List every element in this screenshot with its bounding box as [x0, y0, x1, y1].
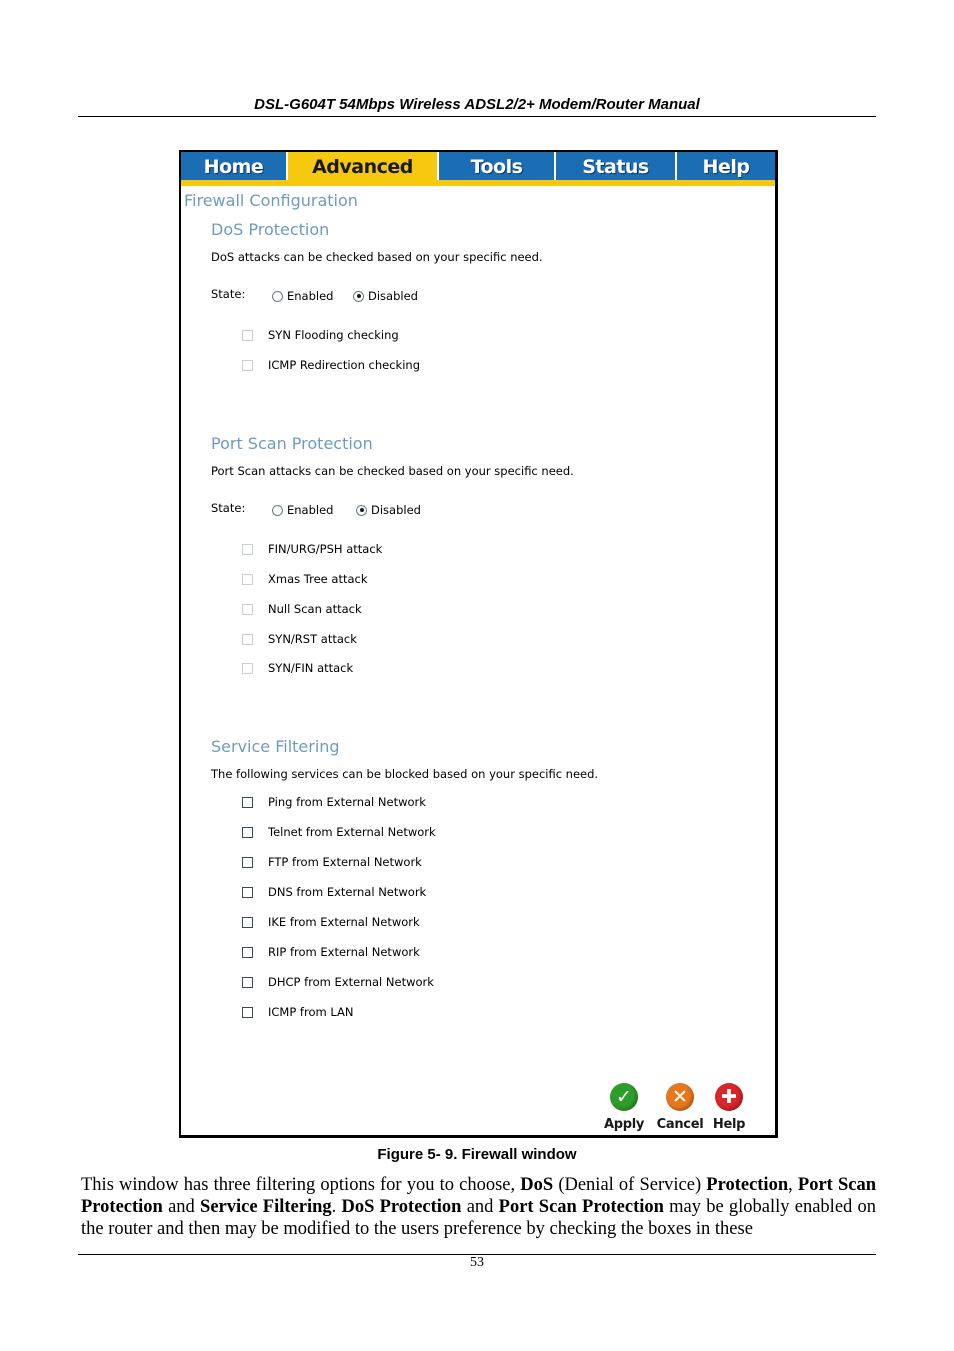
portscan-section-title: Port Scan Protection — [211, 434, 373, 453]
check-label: FTP from External Network — [268, 855, 422, 869]
check-label: SYN/FIN attack — [268, 661, 354, 675]
body-bold-run: Service Filtering — [200, 1197, 332, 1217]
document-header: DSL-G604T 54Mbps Wireless ADSL2/2+ Modem/Router Manual — [254, 96, 700, 113]
body-bold-run: DoS Protection — [341, 1197, 462, 1217]
service-check-telnet[interactable] — [242, 825, 436, 839]
body-text-run: and — [461, 1197, 499, 1217]
dos-enabled-radio[interactable] — [272, 291, 283, 302]
apply-button[interactable] — [599, 1083, 649, 1132]
tab-advanced[interactable]: Advanced — [288, 152, 439, 180]
check-label: SYN/RST attack — [268, 632, 357, 646]
check-label: ICMP from LAN — [268, 1005, 354, 1019]
firewall-config-panel — [181, 152, 775, 1135]
checkbox[interactable] — [242, 663, 253, 674]
figure-caption: Figure 5- 9. Firewall window — [377, 1146, 577, 1163]
service-check-ping[interactable] — [242, 795, 426, 809]
tab-home[interactable]: Home — [181, 152, 288, 180]
check-label: SYN Flooding checking — [268, 328, 399, 342]
dos-disabled-radio[interactable] — [353, 291, 364, 302]
tab-tools[interactable]: Tools — [439, 152, 556, 180]
check-label: FIN/URG/PSH attack — [268, 542, 383, 556]
header-rule — [78, 116, 876, 117]
portscan-check-fin-urg-psh[interactable] — [242, 542, 382, 556]
checkbox[interactable] — [242, 917, 253, 928]
body-bold-run: DoS — [520, 1175, 554, 1195]
checkbox[interactable] — [242, 887, 253, 898]
checkbox[interactable] — [242, 544, 253, 555]
portscan-enabled-label: Enabled — [287, 503, 334, 517]
checkbox[interactable] — [242, 604, 253, 615]
checkbox[interactable] — [242, 857, 253, 868]
body-bold-run: Port Scan Protection — [498, 1197, 664, 1217]
service-check-dhcp[interactable] — [242, 975, 434, 989]
dos-check-syn-flooding[interactable] — [242, 328, 399, 342]
checkbox[interactable] — [242, 360, 253, 371]
body-text-run: and — [162, 1197, 201, 1217]
service-check-rip[interactable] — [242, 945, 420, 959]
dos-enabled-label: Enabled — [287, 289, 334, 303]
dos-disabled-label: Disabled — [368, 289, 418, 303]
check-label: Telnet from External Network — [268, 825, 436, 839]
check-label: IKE from External Network — [268, 915, 420, 929]
portscan-check-null-scan[interactable] — [242, 602, 362, 616]
checkbox[interactable] — [242, 827, 253, 838]
page-number: 53 — [470, 1255, 484, 1270]
apply-label: Apply — [603, 1117, 645, 1132]
check-label: Ping from External Network — [268, 795, 426, 809]
action-buttons — [605, 1083, 755, 1135]
dos-state-label: State: — [211, 287, 246, 301]
service-check-icmp-lan[interactable] — [242, 1005, 354, 1019]
dos-check-icmp-redirection[interactable] — [242, 358, 420, 372]
tab-help[interactable]: Help — [702, 156, 750, 178]
checkbox[interactable] — [242, 574, 253, 585]
portscan-check-syn-fin[interactable] — [242, 661, 353, 675]
body-text-run: This window has three filtering options for you to choose, — [81, 1175, 521, 1195]
help-label: Help — [712, 1117, 746, 1132]
portscan-disabled-option[interactable] — [356, 503, 421, 517]
body-text-run: may be globally enabled on the router and then may be modified to the users preference by checking the boxes in these — [81, 1197, 877, 1239]
plus-icon: ✚ — [715, 1083, 743, 1111]
body-text-run: (Denial of Service) — [553, 1175, 707, 1195]
portscan-disabled-radio[interactable] — [356, 505, 367, 516]
portscan-disabled-label: Disabled — [371, 503, 421, 517]
router-ui-screenshot — [179, 150, 778, 1138]
tab-status[interactable]: Status — [556, 152, 677, 180]
checkbox[interactable] — [242, 797, 253, 808]
portscan-state-label: State: — [211, 501, 246, 515]
body-text-run: , — [788, 1175, 798, 1195]
cancel-button[interactable] — [655, 1083, 705, 1132]
check-label: DNS from External Network — [268, 885, 427, 899]
page-title: Firewall Configuration — [184, 191, 358, 210]
checkbox[interactable] — [242, 977, 253, 988]
portscan-check-syn-rst[interactable] — [242, 632, 357, 646]
portscan-description: Port Scan attacks can be checked based on your specific need. — [211, 464, 574, 478]
portscan-check-xmas-tree[interactable] — [242, 572, 368, 586]
body-text-run: . — [331, 1197, 342, 1217]
checkbox[interactable] — [242, 1007, 253, 1018]
x-icon: ✕ — [666, 1083, 694, 1111]
portscan-enabled-option[interactable] — [272, 503, 333, 517]
check-label: ICMP Redirection checking — [268, 358, 420, 372]
body-bold-run: Port Scan Protection — [81, 1175, 876, 1217]
portscan-enabled-radio[interactable] — [272, 505, 283, 516]
check-icon: ✓ — [610, 1083, 638, 1111]
check-label: DHCP from External Network — [268, 975, 434, 989]
service-check-dns[interactable] — [242, 885, 426, 899]
dos-disabled-option[interactable] — [353, 289, 418, 303]
service-description: The following services can be blocked based on your specific need. — [211, 767, 599, 781]
service-check-ike[interactable] — [242, 915, 420, 929]
checkbox[interactable] — [242, 330, 253, 341]
check-label: Null Scan attack — [268, 602, 362, 616]
check-label: RIP from External Network — [268, 945, 420, 959]
dos-enabled-option[interactable] — [272, 289, 333, 303]
dos-description: DoS attacks can be checked based on your specific need. — [211, 250, 543, 264]
service-check-ftp[interactable] — [242, 855, 422, 869]
check-label: Xmas Tree attack — [268, 572, 368, 586]
service-section-title: Service Filtering — [211, 737, 340, 756]
dos-section-title: DoS Protection — [211, 220, 330, 239]
body-bold-run: Protection — [706, 1175, 789, 1195]
help-button[interactable] — [704, 1083, 754, 1132]
checkbox[interactable] — [242, 634, 253, 645]
body-paragraph — [81, 1174, 876, 1240]
cancel-label: Cancel — [656, 1117, 704, 1132]
checkbox[interactable] — [242, 947, 253, 958]
